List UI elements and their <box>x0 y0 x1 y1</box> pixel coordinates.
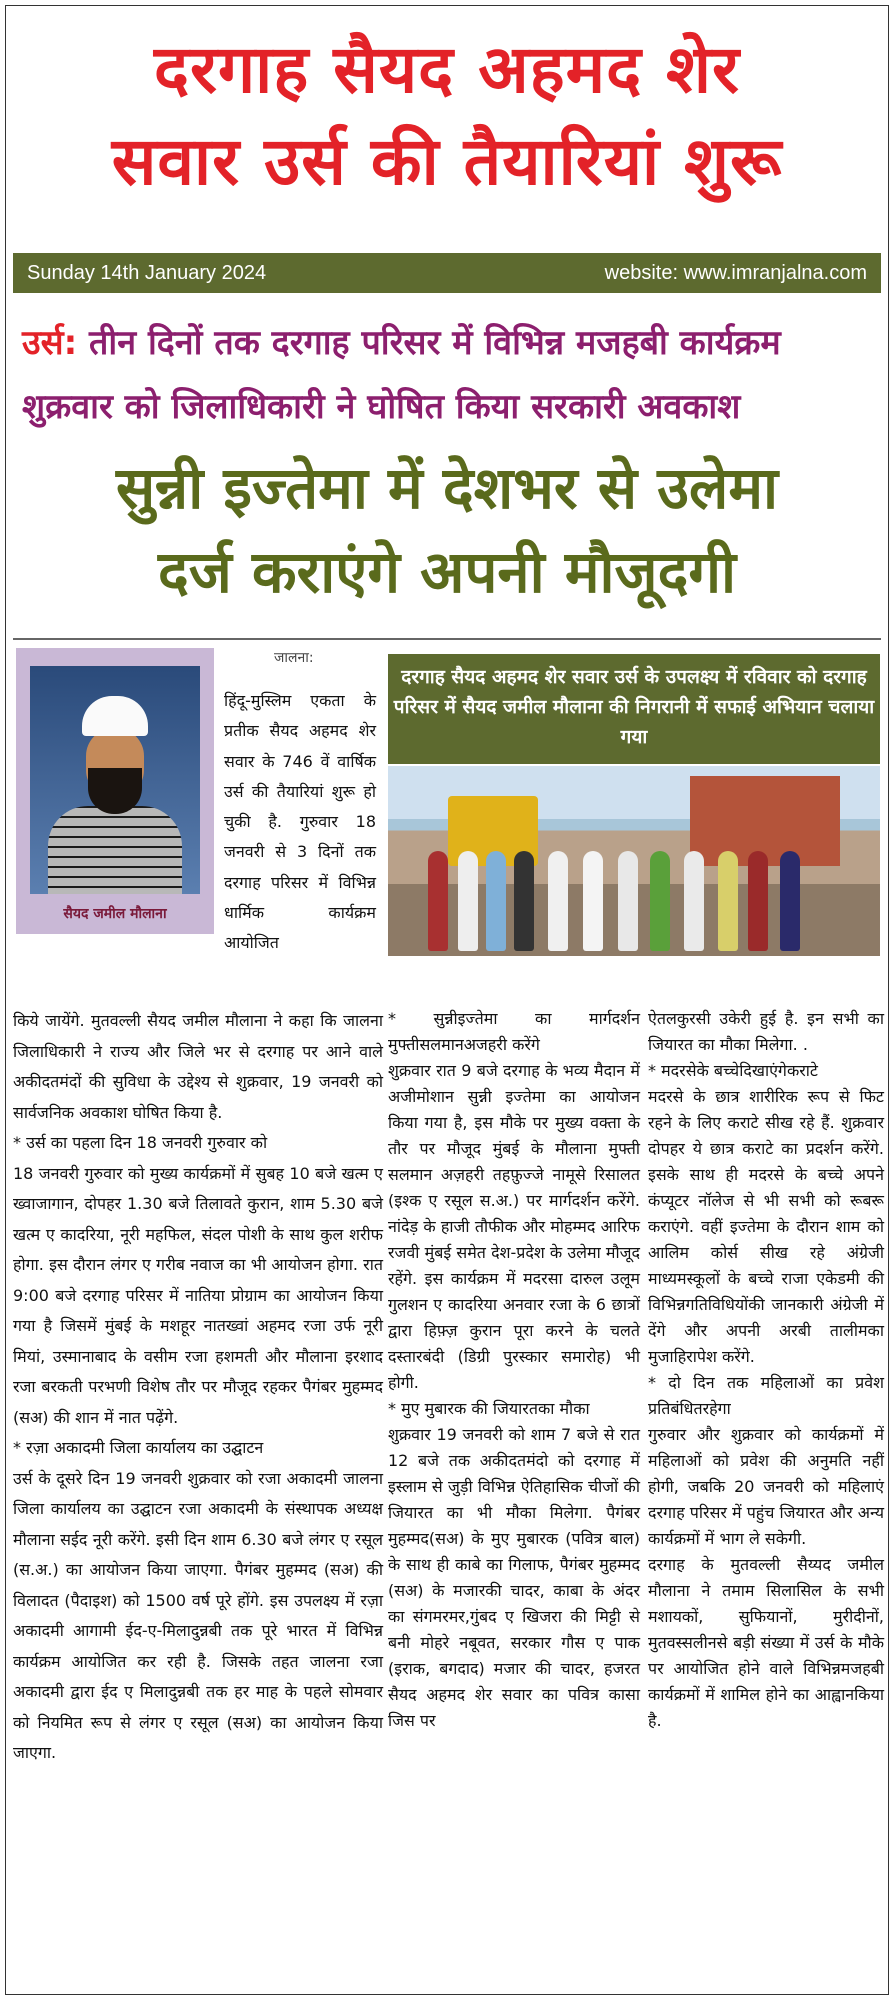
website-link[interactable]: website: www.imranjalna.com <box>604 261 867 284</box>
intro-text: हिंदू-मुस्लिम एकता के प्रतीक सैयद अहमद शेर सवार के 746 वें वार्षिक उर्स की तैयारियां शुरू हो चुकी है. गुरुवार 18 जनवरी से 3 दिनों तक दरगाह परिसर में विभिन्न धार्मिक कार्यक्रम आयोजित <box>224 691 376 953</box>
article-column-3 <box>648 1006 884 1734</box>
subhead-tag: उर्स: <box>22 323 78 363</box>
portrait-photo <box>30 666 200 894</box>
paragraph: मदरसे के छात्र शारीरिक रूप से फिट रहने के लिए कराटे सीख रहे हैं. शुक्रवार दोपहर ये छात्र कराटे का प्रदर्शन करेंगे. इसके साथ ही मदरसे के बच्चे अपने कंप्यूटर नॉलेज से भी सभी को रूबरू कराएंगे. वहीं इज्तेमा के दौरान शाम को आलिम कोर्स सीख रहे अंग्रेजी माध्यमस्कूलों के बच्चे राजा एकेडमी की विभिन्नगतिविधियोंकी जानकारी अंग्रेजी में देंगे और अपनी अरबी तालीमका मुजाहिरापेश करेंगे. <box>648 1087 884 1366</box>
paragraph: शुक्रवार 19 जनवरी को शाम 7 बजे से रात 12 बजे तक अकीदतमंदो को दरगाह में इस्लाम से जुड़ी विभिन्न ऐतिहासिक चीजों की जियारत का भी मौका मिलेगा. पैगंबर मुहम्मद(सअ) के मुए मुबारक (पवित्र बाल) के साथ ही काबे का गिलाफ, पैगंबर मुहम्मद (सअ) के मजारकी चादर, काबा के अंदर का संगमरमर,गुंबद ए खिजरा की मिट्टी से बनी मोहरे नबूवत, सरकार गौस ए पाक (इराक, बगदाद) मजार की चादर, हजरत सैयद अहमद शेर सवार का पवित्र कासा जिस पर <box>388 1425 640 1730</box>
subhead-1-text: तीन दिनों तक दरगाह परिसर में विभिन्न मजहबी कार्यक्रम <box>77 323 781 363</box>
main-headline-line-1: सुन्नी इज्तेमा में देशभर से उलेमा <box>115 454 779 522</box>
headline-line-1: दरगाह सैयद अहमद शेर <box>153 31 741 108</box>
article-column-2 <box>388 1006 640 1734</box>
paragraph: ऐतलकुरसी उकेरी हुई है. इन सभी का जियारत का मौका मिलेगा. . <box>648 1009 884 1054</box>
main-headline <box>6 446 888 614</box>
article-column-1 <box>13 1006 383 1769</box>
headline-line-2: सवार उर्स की तैयारियां शुरू <box>111 123 783 200</box>
headline <box>6 6 888 226</box>
subhead-2: शुक्रवार को जिलाधिकारी ने घोषित किया सरकारी अवकाश <box>22 387 741 427</box>
paragraph: दरगाह के मुतवल्ली सैय्यद जमील मौलाना ने तमाम सिलासिल के सभी मशायकों, सुफियानों, मुरीदीनों, मुतवस्सलीनसे बड़ी संख्या में उर्स के मौके पर आयोजित होने वाले विभिन्नमजहबी कार्यक्रमों में शामिल होने का आह्वानकिया है. <box>648 1555 884 1730</box>
section-heading: * मुए मुबारक की जियारतका मौका <box>388 1399 590 1418</box>
section-heading: * दो दिन तक महिलाओं का प्रवेश प्रतिबंधितरहेगा <box>648 1373 884 1418</box>
photo-caption-box: दरगाह सैयद अहमद शेर सवार उर्स के उपलक्ष्य में रविवार को दरगाह परिसर में सैयद जमील मौलाना की निगरानी में सफाई अभियान चलाया गया <box>388 654 880 764</box>
section-heading: * उर्स का पहला दिन 18 जनवरी गुरुवार को <box>13 1133 268 1152</box>
newspaper-page <box>5 5 889 1995</box>
paragraph: 18 जनवरी गुरुवार को मुख्य कार्यक्रमों में सुबह 10 बजे खत्म ए ख्वाजागान, दोपहर 1.30 बजे तिलावते कुरान, शाम 5.30 बजे खत्म ए कादरिया, नूरी महफिल, संदल पोशी के साथ कुल शरीफ होगा. इस दौरान लंगर ए गरीब नवाज का भी आयोजन होगा. रात 9:00 बजे दरगाह परिसर में नातिया प्रोग्राम का आयोजन किया गया है जिसमें मुंबई के मशहूर नातख्वां अहमद रजा उर्फ नूरी मियां, उस्मानाबाद के वसीम रजा हशमती और मौलाना इरशाद रजा बरकती परभणी विशेष तौर पर मौजूद रहकर पैगंबर मुहम्मद (सअ) की शान में नात पढ़ेंगे. <box>13 1163 383 1427</box>
cleanup-photo <box>388 766 880 956</box>
section-heading: * सुन्नीइज्तेमा का मार्गदर्शन मुफ्तीसलमानअजहरी करेंगे <box>388 1009 640 1054</box>
section-heading: * रज़ा अकादमी जिला कार्यालय का उद्घाटन <box>13 1438 264 1457</box>
portrait-frame <box>16 648 214 934</box>
paragraph: गुरुवार और शुक्रवार को कार्यक्रमों में महिलाओं को प्रवेश की अनुमति नहीं होगी, जबकि 20 जनवरी को महिलाएं दरगाह परिसर में पहुंच जियारत और अन्य कार्यक्रमों में भाग ले सकेगी. <box>648 1425 884 1548</box>
issue-date: Sunday 14th January 2024 <box>27 261 267 284</box>
subhead-1 <box>22 318 781 364</box>
section-heading: * मदरसेके बच्चेदिखाएंगेकराटे <box>648 1061 818 1080</box>
main-headline-line-2: दर्ज कराएंगे अपनी मौजूदगी <box>157 538 737 606</box>
dateline-place: जालना: <box>274 650 314 666</box>
divider <box>13 638 881 640</box>
paragraph: उर्स के दूसरे दिन 19 जनवरी शुक्रवार को रजा अकादमी जालना जिला कार्यालय का उद्घाटन रजा अकादमी के संस्थापक अध्यक्ष मौलाना सईद नूरी करेंगे. इसी दिन शाम 6.30 बजे लंगर ए रसूल (स.अ.) का आयोजन किया जाएगा. पैगंबर मुहम्मद (सअ) की विलादत (पैदाइश) को 1500 वर्ष पूरे होंगे. इस उपलक्ष्य में रज़ा अकादमी आगामी ईद-ए-मिलादुन्नबी तक पूरे भारत में विभिन्न कार्यक्रम आयोजित कर रही है. जिसके तहत जालना रजा अकादमी द्वारा ईद ए मिलादुन्नबी तक हर माह के पहले सोमवार को नियमित रूप से लंगर ए रसूल (सअ) का आयोजन किया जाएगा. <box>13 1468 383 1762</box>
portrait-caption: सैयद जमील मौलाना <box>63 906 167 922</box>
paragraph: किये जायेंगे. मुतवल्ली सैयद जमील मौलाना ने कहा कि जालना जिलाधिकारी ने राज्य और जिले भर से दरगाह पर आने वाले अकीदतमंदों की सुविधा के उद्देश्य से शुक्रवार, 19 जनवरी को सार्वजनिक अवकाश घोषित किया है. <box>13 1011 383 1122</box>
dateline-band <box>13 253 881 293</box>
paragraph: शुक्रवार रात 9 बजे दरगाह के भव्य मैदान में अजीमोशान सुन्नी इज्तेमा का आयोजन किया गया है, इस मौके पर मुख्य वक्ता के तौर पर मौजूद मुंबई के मौलाना मुफ्ती सलमान अज़हरी तहफ़ुज्जे नामूसे रिसालत (इश्क ए रसूल स.अ.) पर मार्गदर्शन करेंगे. नांदेड़ के हाजी तौफीक और मोहम्मद आरिफ रजवी मुंबई समेत देश-प्रदेश के उलेमा मौजूद रहेंगे. इस कार्यक्रम में मदरसा दारुल उलूम गुलशन ए कादरिया अनवार रजा के 6 छात्रों द्वारा हिफ़्ज़ कुरान पूरा करने के चलते दस्तारबंदी (डिग्री पुरस्कार समारोह) भी होगी. <box>388 1061 640 1392</box>
